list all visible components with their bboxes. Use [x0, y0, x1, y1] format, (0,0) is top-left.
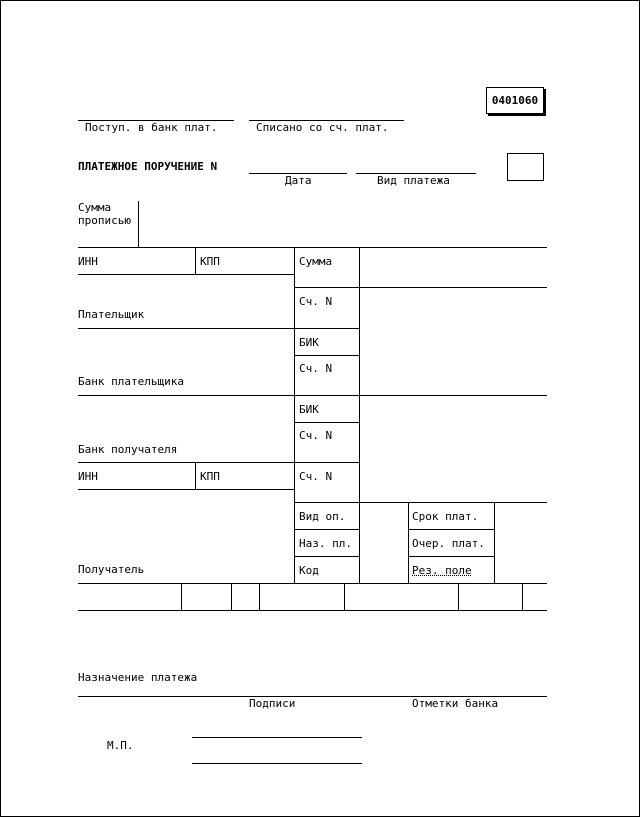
payment-type-label: Вид платежа: [377, 174, 450, 187]
payee-kpp-label: КПП: [200, 470, 220, 483]
grid-line: [344, 583, 345, 610]
grid-line: [78, 274, 294, 275]
grid-line: [294, 529, 359, 530]
grid-line: [294, 556, 359, 557]
debited-label: Списано со сч. плат.: [256, 121, 389, 134]
payer-label: Плательщик: [78, 308, 145, 321]
grid-line: [359, 247, 360, 583]
amount-in-words-label: Сумма прописью: [78, 201, 131, 227]
bank-marks-label: Отметки банка: [412, 697, 499, 710]
signature-line-2: [192, 763, 362, 764]
grid-line: [294, 287, 547, 288]
grid-line: [181, 583, 182, 610]
stamp-label: М.П.: [107, 739, 134, 752]
signatures-label: Подписи: [249, 697, 296, 710]
payer-account-label: Сч. N: [299, 295, 333, 308]
payee-label: Получатель: [78, 563, 145, 576]
payment-purpose-label: Назначение платежа: [78, 671, 198, 684]
grid-line: [231, 583, 232, 610]
code-label: Код: [299, 564, 319, 577]
payment-order-label: Очер. плат.: [412, 537, 485, 550]
grid-line: [294, 502, 547, 503]
amount-words-divider: [138, 201, 139, 247]
due-date-label: Срок плат.: [412, 510, 479, 523]
grid-line: [408, 529, 494, 530]
date-label: Дата: [285, 174, 312, 187]
grid-line: [78, 610, 547, 611]
grid-line: [78, 395, 547, 396]
op-type-label: Вид оп.: [299, 510, 346, 523]
payer-bank-account-label: Сч. N: [299, 362, 333, 375]
payee-inn-label: ИНН: [78, 470, 98, 483]
grid-line: [78, 462, 359, 463]
form-title: ПЛАТЕЖНОЕ ПОРУЧЕНИЕ N: [78, 160, 218, 173]
grid-line: [78, 328, 359, 329]
grid-line: [408, 556, 494, 557]
payer-kpp-label: КПП: [200, 255, 220, 268]
payee-account-label: Сч. N: [299, 470, 333, 483]
purpose-code-label: Наз. пл.: [299, 537, 352, 550]
grid-line: [78, 247, 547, 248]
payee-bik-label: БИК: [299, 403, 319, 416]
payee-bank-label: Банк получателя: [78, 443, 178, 456]
grid-line: [408, 502, 409, 583]
grid-line: [195, 462, 196, 489]
sum-label: Сумма: [299, 255, 333, 268]
payer-bank-label: Банк плательщика: [78, 375, 184, 388]
grid-line: [522, 583, 523, 610]
status-box: [507, 153, 544, 181]
payer-inn-label: ИНН: [78, 255, 98, 268]
received-label: Поступ. в банк плат.: [85, 121, 218, 134]
payee-bank-account-label: Сч. N: [299, 429, 333, 442]
grid-line: [78, 489, 294, 490]
grid-line: [458, 583, 459, 610]
grid-line: [259, 583, 260, 610]
grid-line: [494, 502, 495, 583]
signature-line-1: [192, 737, 362, 738]
form-code-box: 0401060: [486, 87, 544, 114]
grid-line: [195, 247, 196, 274]
payer-bik-label: БИК: [299, 336, 319, 349]
grid-line: [294, 247, 295, 583]
grid-line: [294, 422, 359, 423]
grid-line: [78, 583, 547, 584]
grid-line: [294, 355, 359, 356]
reserve-field-label: Рез. поле: [412, 564, 472, 577]
